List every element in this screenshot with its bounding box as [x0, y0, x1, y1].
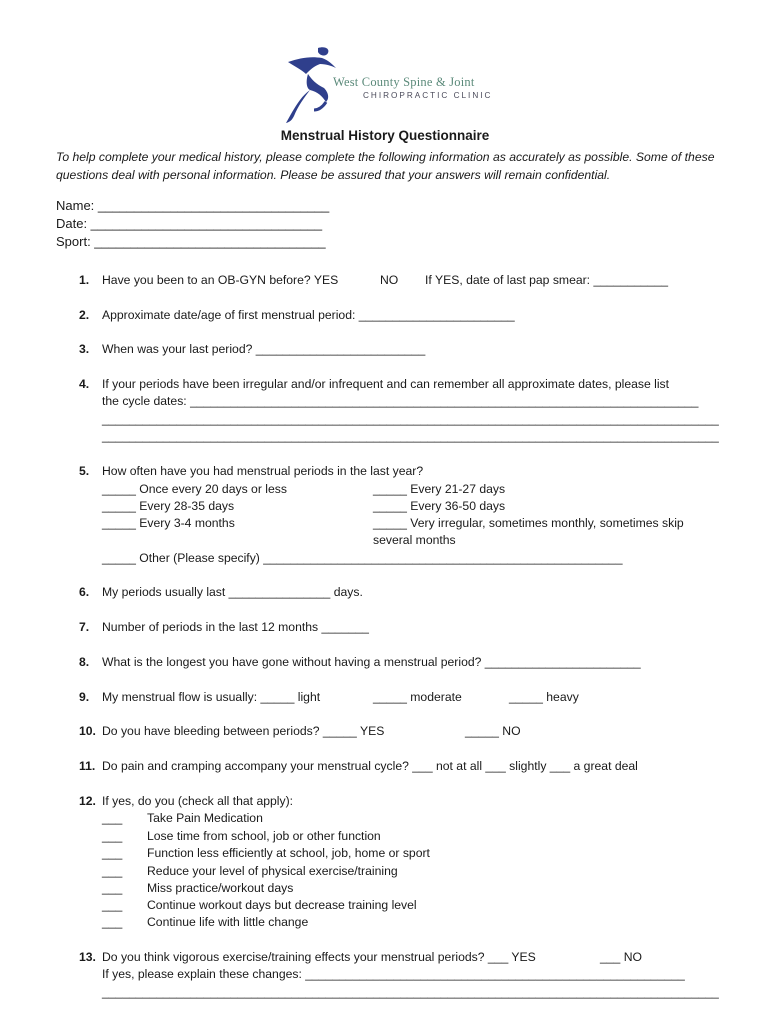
q13-explain-line[interactable]: If yes, please explain these changes: ________________________________________________________ [102, 967, 685, 981]
question-number: 10. [79, 724, 96, 738]
question-number: 4. [79, 377, 90, 391]
question-text[interactable]: My periods usually last _______________ days. [102, 585, 363, 599]
q5-option[interactable]: _____ Every 21-27 days [373, 482, 506, 496]
question-2 [79, 308, 515, 322]
q12-checkbox-blank[interactable]: ___ [102, 898, 123, 912]
q12-checkbox-blank[interactable]: ___ [102, 915, 123, 929]
logo-clinic-name: West County Spine & Joint [333, 75, 475, 89]
logo-clinic-subtitle: CHIROPRACTIC CLINIC [363, 91, 493, 100]
question-text: If yes, do you (check all that apply): [102, 794, 294, 808]
question-10 [79, 724, 384, 738]
q12-option-label: Continue life with little change [147, 915, 309, 929]
q12-option-label: Take Pain Medication [147, 811, 263, 825]
question-5 [79, 464, 423, 478]
question-6 [79, 585, 363, 599]
question-1 [79, 273, 338, 287]
form-title: Menstrual History Questionnaire [280, 128, 490, 143]
name-field[interactable]: Name: ________________________________ [56, 198, 330, 213]
question-12 [79, 794, 293, 808]
question-9 [79, 690, 320, 704]
question-number: 2. [79, 308, 90, 322]
question-4 [79, 377, 669, 391]
runner-logo-icon [280, 44, 340, 126]
question-text: If your periods have been irregular and/or infrequent and can remember all approximate dates, please list [102, 377, 670, 391]
question-text[interactable]: Number of periods in the last 12 months _______ [102, 620, 369, 634]
date-field[interactable]: Date: ________________________________ [56, 216, 323, 231]
question-number: 12. [79, 794, 96, 808]
question-text[interactable]: Do you have bleeding between periods? _____ YES [102, 724, 385, 738]
q1-no-option[interactable]: NO [380, 273, 399, 287]
q12-option-label: Function less efficiently at school, job, home or sport [147, 846, 430, 860]
question-number: 11. [79, 759, 96, 773]
question-3 [79, 342, 425, 356]
form-intro: To help complete your medical history, please complete the following information as accurately as possible. Some of these questions deal with personal information. Please be assured that your answers will remain confidential. [56, 150, 715, 182]
q5-option[interactable]: _____ Every 36-50 days [373, 499, 506, 513]
q5-option[interactable]: _____ Once every 20 days or less [102, 482, 287, 496]
question-text: Have you been to an OB-GYN before? YES [102, 273, 339, 287]
q12-option-label: Continue workout days but decrease training level [147, 898, 417, 912]
q9-heavy-option[interactable]: _____ heavy [509, 690, 579, 704]
q13-no-option[interactable]: ___ NO [600, 950, 643, 964]
question-number: 8. [79, 655, 90, 669]
q12-checkbox-blank[interactable]: ___ [102, 846, 123, 860]
question-text[interactable]: When was your last period? _________________________ [102, 342, 426, 356]
q12-option-label: Miss practice/workout days [147, 881, 294, 895]
q9-moderate-option[interactable]: _____ moderate [373, 690, 462, 704]
sport-field[interactable]: Sport: ________________________________ [56, 234, 326, 249]
q12-checkbox-blank[interactable]: ___ [102, 811, 123, 825]
q12-option-label: Reduce your level of physical exercise/training [147, 864, 398, 878]
q5-option[interactable]: _____ Very irregular, sometimes monthly, sometimes skip [373, 516, 684, 530]
q4-answer-line[interactable]: the cycle dates: ___________________________________________________________________________ [102, 394, 699, 408]
question-number: 7. [79, 620, 90, 634]
q10-no-option[interactable]: _____ NO [465, 724, 521, 738]
q4-answer-line[interactable]: ___________________________________________________________________________________________ [102, 429, 719, 443]
q5-option[interactable]: _____ Every 28-35 days [102, 499, 235, 513]
q5-option[interactable]: _____ Every 3-4 months [102, 516, 235, 530]
question-number: 1. [79, 273, 90, 287]
q5-other-option[interactable]: _____ Other (Please specify) _____________________________________________________ [102, 551, 623, 565]
question-number: 3. [79, 342, 90, 356]
question-text[interactable]: My menstrual flow is usually: _____ light [102, 690, 321, 704]
q12-option-label: Lose time from school, job or other function [147, 829, 381, 843]
q12-checkbox-blank[interactable]: ___ [102, 881, 123, 895]
question-text[interactable]: What is the longest you have gone without having a menstrual period? _______________________ [102, 655, 641, 669]
q4-answer-line[interactable]: ___________________________________________________________________________________________ [102, 412, 719, 426]
question-text[interactable]: Approximate date/age of first menstrual period: _______________________ [102, 308, 515, 322]
q5-option-continued: several months [373, 533, 456, 547]
q1-pap-smear-field[interactable]: If YES, date of last pap smear: ___________ [425, 273, 669, 287]
question-text[interactable]: Do you think vigorous exercise/training effects your menstrual periods? ___ YES [102, 950, 536, 964]
question-text: How often have you had menstrual periods in the last year? [102, 464, 424, 478]
question-text[interactable]: Do pain and cramping accompany your menstrual cycle? ___ not at all ___ slightly ___ a great deal [102, 759, 638, 773]
question-number: 13. [79, 950, 96, 964]
clinic-logo [280, 44, 520, 126]
question-number: 5. [79, 464, 90, 478]
q13-answer-line[interactable]: ___________________________________________________________________________________________ [102, 985, 719, 999]
question-11 [79, 759, 638, 773]
question-7 [79, 620, 369, 634]
question-8 [79, 655, 641, 669]
q12-checkbox-blank[interactable]: ___ [102, 864, 123, 878]
question-13 [79, 950, 536, 964]
question-number: 9. [79, 690, 90, 704]
question-number: 6. [79, 585, 90, 599]
q12-checkbox-blank[interactable]: ___ [102, 829, 123, 843]
